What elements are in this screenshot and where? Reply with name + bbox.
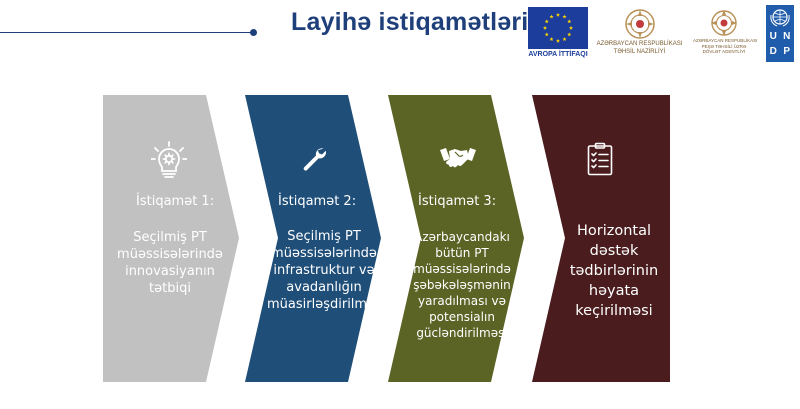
eu-logo <box>527 7 589 62</box>
panel-1-line: innovasiyanın <box>125 264 215 279</box>
undp-letter-p: P <box>783 46 791 58</box>
panel-4-text <box>558 221 670 321</box>
panel-3-header: İstiqamət 3: <box>418 194 497 209</box>
panel-3-line: gücləndirilməsi <box>416 326 508 340</box>
panel-3-line: potensialın <box>429 310 495 324</box>
eu-star <box>556 13 560 17</box>
panel-1-line: Seçilmiş PT <box>133 230 207 245</box>
panel-1-line: müəssisələrində <box>117 247 223 262</box>
panel-2-line: müasirləşdirilməsi <box>267 297 386 312</box>
undp-letter-d: D <box>769 46 777 58</box>
eu-star <box>567 32 571 36</box>
eu-star <box>545 19 549 23</box>
panel-3-line: müəssisələrində <box>413 262 511 276</box>
handshake-icon <box>440 147 476 169</box>
direction-panel-1 <box>103 95 239 382</box>
eu-star <box>569 26 573 30</box>
eu-star <box>562 37 566 41</box>
eu-star <box>556 39 560 43</box>
ministry-of-education-logo <box>592 8 687 60</box>
panel-2-line: müəssisələrində <box>271 246 377 261</box>
panel-3-line: şəbəkələşmənin <box>413 278 511 292</box>
header-rule-dot <box>250 29 257 36</box>
panel-2-line: Seçilmiş PT <box>287 229 361 244</box>
un-globe-icon <box>769 7 791 27</box>
eu-label: AVROPA İTTİFAQI <box>528 51 588 58</box>
page-title: Layihə istiqamətləri <box>291 8 529 36</box>
header-rule <box>0 32 252 33</box>
panel-2-text <box>267 228 386 313</box>
panel-3-line: yaradılması və <box>418 294 506 308</box>
agency-name-line-3: DÖVLƏT AGENTLİYİ <box>702 49 746 54</box>
direction-panel-3 <box>388 95 524 382</box>
panel-1-line: tətbiqi <box>149 281 191 296</box>
undp-logo <box>766 5 794 62</box>
panel-4-line: dəstək <box>589 243 639 259</box>
panel-4-line: keçirilməsi <box>575 303 653 319</box>
checklist-icon <box>587 142 613 176</box>
eu-star <box>543 26 547 30</box>
panel-3-line: Azərbaycandakı <box>414 230 510 244</box>
lightbulb-gear-icon <box>151 141 187 179</box>
agency-name-line-2: PEŞƏ TƏHSİLİ ÜZRƏ <box>701 43 747 49</box>
agency-name-line-1: AZƏRBAYCAN RESPUBLİKASI <box>693 38 758 43</box>
ministry-emblem-icon <box>623 8 657 40</box>
panel-2-line: avadanlığın <box>286 280 362 295</box>
eu-star <box>545 32 549 36</box>
panel-3-line: bütün PT <box>435 246 489 260</box>
undp-letter-u: U <box>769 30 777 42</box>
panel-2-header: İstiqamət 2: <box>278 194 357 209</box>
panel-3-text <box>405 229 519 341</box>
panel-1-text <box>103 229 237 297</box>
vocational-agency-logo <box>693 8 758 60</box>
panel-4-line: Horizontal <box>576 223 652 239</box>
ministry-name-line-1: AZƏRBAYCAN RESPUBLİKASI <box>596 41 683 47</box>
direction-panel-4 <box>532 95 670 382</box>
direction-panel-2 <box>245 95 386 382</box>
panel-2-line: infrastruktur və <box>273 263 375 278</box>
eu-flag-icon <box>528 7 588 49</box>
eu-star <box>562 15 566 19</box>
undp-letter-n: N <box>783 30 791 42</box>
eu-star <box>549 15 553 19</box>
agency-emblem-icon <box>709 8 739 38</box>
panel-1-header: İstiqamət 1: <box>136 194 215 209</box>
wrench-icon <box>301 145 327 171</box>
ministry-name-line-2: TƏHSİL NAZİRLİYİ <box>613 49 666 55</box>
panel-4-line: həyata <box>588 283 640 299</box>
eu-star <box>549 37 553 41</box>
panel-4-line: tədbirlərinin <box>569 263 659 279</box>
eu-star <box>567 19 571 23</box>
